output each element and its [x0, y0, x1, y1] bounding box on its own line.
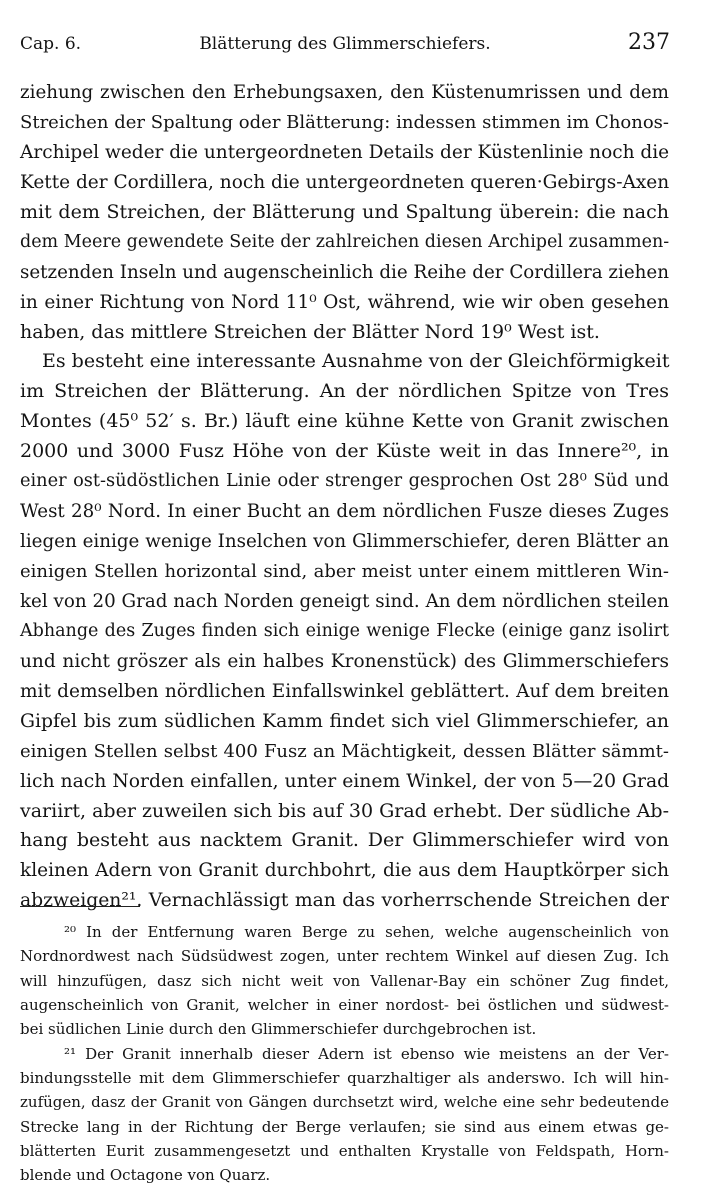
- text-line: im Streichen der Blätterung. An der nördlichen Spitze von Tres: [20, 380, 669, 403]
- text-line: einer ost-südöstlichen Linie oder strenger gesprochen Ost 28⁰ Süd und: [20, 471, 669, 492]
- text-line: setzenden Inseln und augenscheinlich die Reihe der Cordillera ziehen: [20, 261, 669, 283]
- text-line: dem Meere gewendete Seite der zahlreichen diesen Archipel zusammen-: [20, 231, 670, 252]
- text-line: Archipel weder die untergeordneten Details der Küstenlinie noch die: [20, 141, 670, 163]
- footnote-divider: [20, 906, 140, 907]
- body-text: [20, 78, 669, 916]
- running-header: [20, 30, 670, 58]
- text-line: mit demselben nördlichen Einfallswinkel geblättert. Auf dem breiten: [20, 680, 669, 702]
- page-number: 237: [628, 30, 670, 55]
- text-line: variirt, aber zuweilen sich bis auf 30 Grad erhebt. Der südliche Ab-: [20, 799, 669, 822]
- footnote-line: zufügen, dasz der Granit von Gängen durchsetzt wird, welche eine sehr bedeutende: [20, 1093, 669, 1112]
- text-line: ziehung zwischen den Erhebungsaxen, den Küstenumrissen und dem: [20, 82, 669, 103]
- footnote-line: blätterten Eurit zusammengesetzt und enthalten Krystalle von Feldspath, Horn-: [20, 1142, 669, 1161]
- footnote-line: ²⁰ In der Entfernung waren Berge zu sehen, welche augenscheinlich von: [64, 923, 669, 941]
- footnote-line: bei südlichen Linie durch den Glimmerschiefer durchgebrochen ist.: [20, 1020, 537, 1039]
- text-line: einigen Stellen selbst 400 Fusz an Mächtigkeit, dessen Blätter sämmt-: [20, 740, 669, 762]
- footnote-line: Nordnordwest nach Südsüdwest zogen, unter rechtem Winkel auf diesen Zug. Ich: [20, 947, 669, 966]
- text-line: mit dem Streichen, der Blätterung und Spaltung überein: die nach: [20, 200, 669, 223]
- footnotes: [20, 920, 669, 1188]
- text-line: Abhange des Zuges finden sich einige wenige Flecke (einige ganz isolirt: [20, 620, 669, 641]
- text-line: kleinen Adern von Granit durchbohrt, die aus dem Hauptkörper sich: [20, 860, 669, 882]
- footnote-line: blende und Octagone von Quarz.: [20, 1166, 271, 1185]
- text-line: in einer Richtung von Nord 11⁰ Ost, während, wie wir oben gesehen: [20, 291, 669, 313]
- text-line: kel von 20 Grad nach Norden geneigt sind. An dem nördlichen steilen: [20, 590, 669, 612]
- text-line: hang besteht aus nacktem Granit. Der Glimmerschiefer wird von: [20, 829, 669, 852]
- text-line: West 28⁰ Nord. In einer Bucht an dem nördlichen Fusze dieses Zuges: [20, 501, 669, 523]
- text-line: 2000 und 3000 Fusz Höhe von der Küste weit in das Innere²⁰, in: [20, 440, 669, 463]
- text-line: Kette der Cordillera, noch die untergeordneten queren·Gebirgs-Axen: [20, 171, 670, 193]
- text-line: und nicht gröszer als ein halbes Kronenstück) des Glimmerschiefers: [20, 650, 669, 672]
- text-line: Streichen der Spaltung oder Blätterung: indessen stimmen im Chonos-: [20, 111, 669, 133]
- text-line: Es besteht eine interessante Ausnahme von der Gleichförmigkeit: [42, 350, 670, 373]
- text-line: abzweigen²¹. Vernachlässigt man das vorherrschende Streichen der: [20, 890, 669, 912]
- footnote-line: will hinzufügen, dasz sich nicht weit von Vallenar-Bay ein schöner Zug findet,: [20, 971, 669, 990]
- text-line: Montes (45⁰ 52′ s. Br.) läuft eine kühne Kette von Granit zwischen: [20, 410, 669, 433]
- text-line: haben, das mittlere Streichen der Blätter Nord 19⁰ West ist.: [20, 320, 600, 343]
- text-line: lich nach Norden einfallen, unter einem Winkel, der von 5—20 Grad: [20, 770, 670, 792]
- text-line: liegen einige wenige Inselchen von Glimmerschiefer, deren Blätter an: [20, 531, 669, 553]
- footnote-line: Strecke lang in der Richtung der Berge verlaufen; sie sind aus einem etwas ge-: [20, 1117, 669, 1136]
- running-title: Blätterung des Glimmerschiefers.: [199, 34, 491, 54]
- footnote-line: ²¹ Der Granit innerhalb dieser Adern ist ebenso wie meistens an der Ver-: [64, 1044, 669, 1063]
- chapter-label: Cap. 6.: [20, 34, 82, 54]
- text-line: Gipfel bis zum südlichen Kamm findet sich viel Glimmerschiefer, an: [20, 710, 669, 732]
- text-line: einigen Stellen horizontal sind, aber meist unter einem mittleren Win-: [20, 561, 669, 582]
- footnote-line: augenscheinlich von Granit, welcher in einer nordost- bei östlichen und südwest-: [20, 996, 669, 1015]
- footnote-line: bindungsstelle mit dem Glimmerschiefer quarzhaltiger als anderswo. Ich will hin-: [20, 1069, 669, 1088]
